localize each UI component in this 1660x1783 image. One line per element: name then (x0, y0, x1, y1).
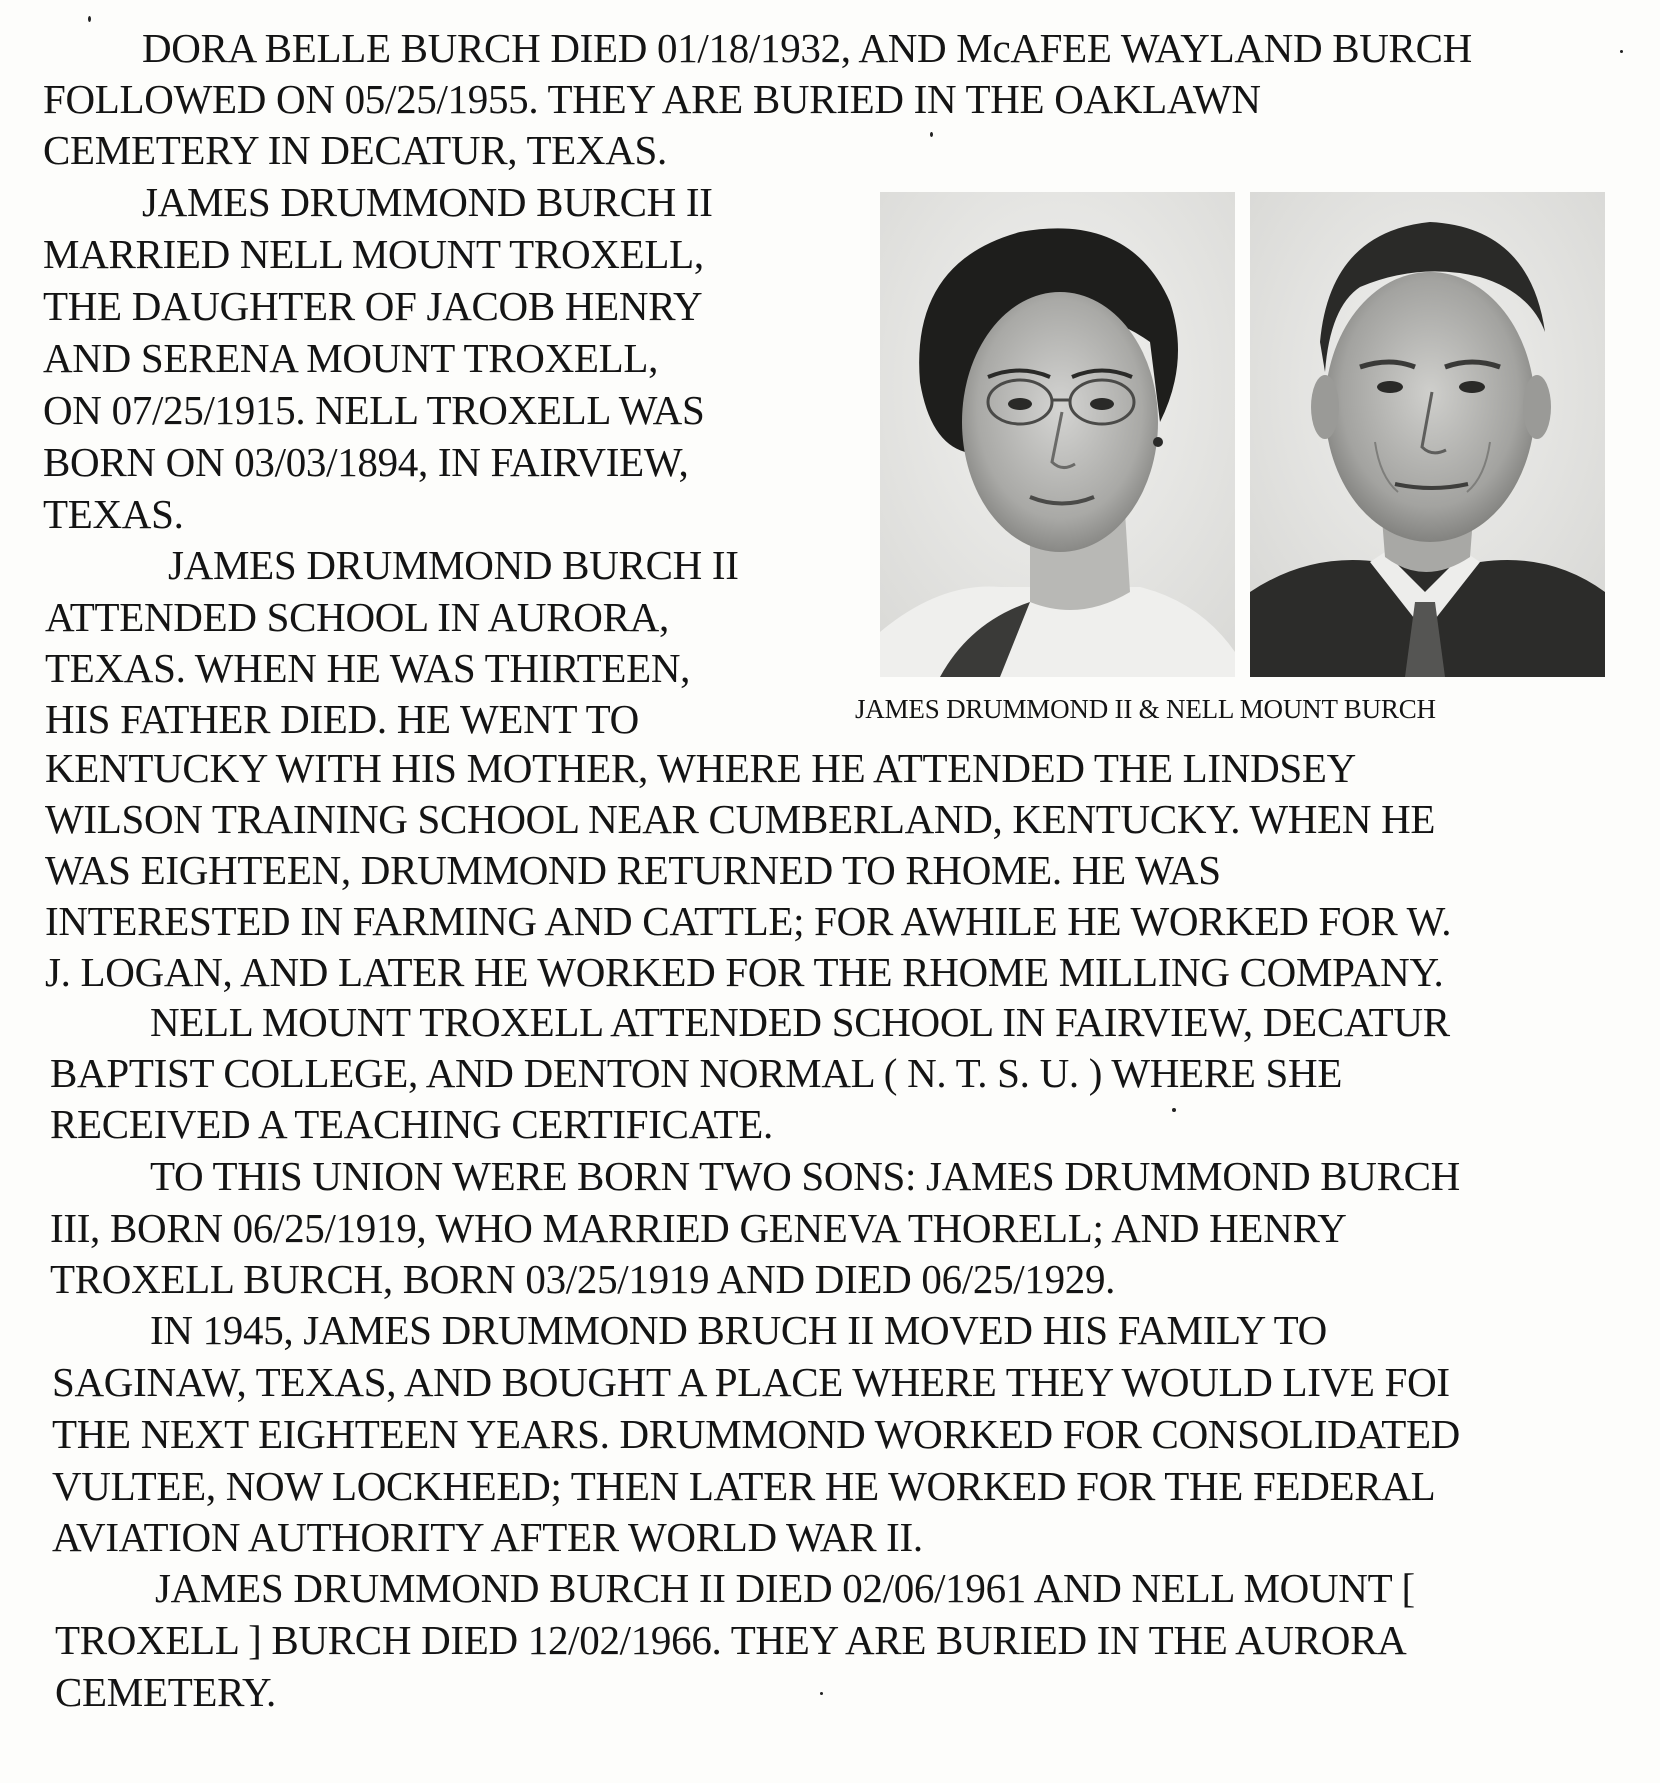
text-line: J. LOGAN, AND LATER HE WORKED FOR THE RHOME MILLING COMPANY. (45, 949, 1444, 995)
text-line: BAPTIST COLLEGE, AND DENTON NORMAL ( N. T. S. U. ) WHERE SHE (50, 1050, 1343, 1096)
text-line: ON 07/25/1915. NELL TROXELL WAS (43, 387, 705, 433)
text-line: RECEIVED A TEACHING CERTIFICATE. (50, 1101, 773, 1147)
scan-speck (1620, 50, 1623, 53)
text-line: AND SERENA MOUNT TROXELL, (43, 335, 659, 381)
text-line: CEMETERY IN DECATUR, TEXAS. (43, 127, 667, 173)
scan-speck (1172, 1108, 1176, 1112)
text-line: MARRIED NELL MOUNT TROXELL, (43, 231, 704, 277)
text-line: NELL MOUNT TROXELL ATTENDED SCHOOL IN FAIRVIEW, DECATUR (150, 999, 1450, 1045)
text-line: INTERESTED IN FARMING AND CATTLE; FOR AWHILE HE WORKED FOR W. (45, 898, 1452, 944)
text-line: IN 1945, JAMES DRUMMOND BRUCH II MOVED HIS FAMILY TO (150, 1307, 1327, 1353)
text-line: WAS EIGHTEEN, DRUMMOND RETURNED TO RHOME. HE WAS (45, 847, 1221, 893)
text-line: III, BORN 06/25/1919, WHO MARRIED GENEVA THORELL; AND HENRY (50, 1205, 1347, 1251)
text-line: TROXELL BURCH, BORN 03/25/1919 AND DIED 06/25/1929. (50, 1256, 1116, 1302)
text-line: JAMES DRUMMOND BURCH II (168, 542, 739, 588)
woman-portrait (880, 192, 1235, 677)
text-line: TEXAS. WHEN HE WAS THIRTEEN, (45, 645, 691, 691)
text-line: DORA BELLE BURCH DIED 01/18/1932, AND McAFEE WAYLAND BURCH (142, 25, 1472, 71)
text-line: THE NEXT EIGHTEEN YEARS. DRUMMOND WORKED FOR CONSOLIDATED (52, 1411, 1460, 1457)
text-line: TO THIS UNION WERE BORN TWO SONS: JAMES DRUMMOND BURCH (150, 1153, 1460, 1199)
text-line: KENTUCKY WITH HIS MOTHER, WHERE HE ATTENDED THE LINDSEY (45, 745, 1356, 791)
text-line: FOLLOWED ON 05/25/1955. THEY ARE BURIED IN THE OAKLAWN (43, 76, 1261, 122)
text-line: TEXAS. (43, 491, 184, 537)
text-line: TROXELL ] BURCH DIED 12/02/1966. THEY ARE BURIED IN THE AURORA (55, 1617, 1407, 1663)
text-line: HIS FATHER DIED. HE WENT TO (45, 696, 639, 742)
scan-speck (930, 132, 933, 137)
text-line: VULTEE, NOW LOCKHEED; THEN LATER HE WORKED FOR THE FEDERAL (52, 1463, 1436, 1509)
portrait-photograph (880, 192, 1605, 677)
text-line: JAMES DRUMMOND BURCH II DIED 02/06/1961 AND NELL MOUNT [ (155, 1565, 1415, 1611)
text-line: CEMETERY. (55, 1669, 276, 1715)
text-line: BORN ON 03/03/1894, IN FAIRVIEW, (43, 439, 689, 485)
text-line: JAMES DRUMMOND BURCH II (142, 179, 713, 225)
photo-caption: JAMES DRUMMOND II & NELL MOUNT BURCH (855, 694, 1436, 724)
scan-speck (820, 1692, 823, 1695)
text-line: AVIATION AUTHORITY AFTER WORLD WAR II. (52, 1514, 923, 1560)
man-portrait (1250, 192, 1605, 677)
text-line: THE DAUGHTER OF JACOB HENRY (43, 283, 703, 329)
text-line: WILSON TRAINING SCHOOL NEAR CUMBERLAND, KENTUCKY. WHEN HE (45, 796, 1436, 842)
scan-speck (88, 16, 91, 22)
text-line: ATTENDED SCHOOL IN AURORA, (45, 594, 669, 640)
text-line: SAGINAW, TEXAS, AND BOUGHT A PLACE WHERE THEY WOULD LIVE FOI (52, 1359, 1450, 1405)
